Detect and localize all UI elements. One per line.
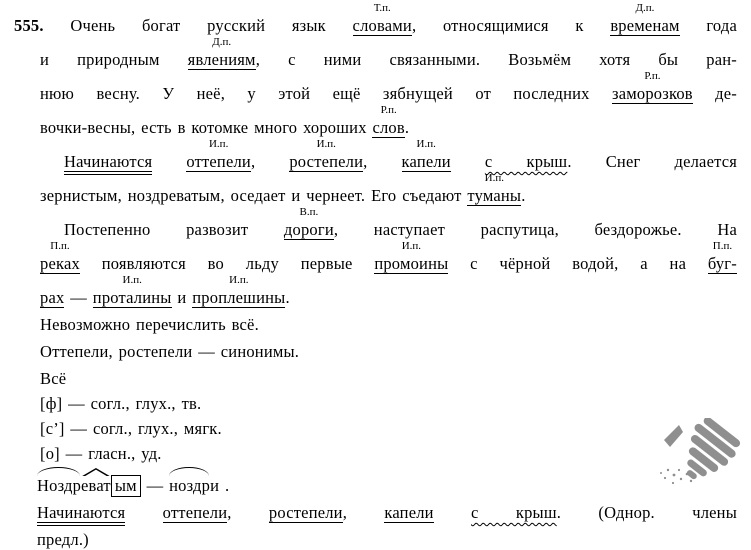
case-label: Т.п. <box>373 2 391 14</box>
text-run <box>125 503 162 522</box>
text-line <box>0 104 737 138</box>
double-underlined-word: Начинаются <box>64 152 152 175</box>
text-line <box>0 362 737 389</box>
text-run: . <box>219 476 230 495</box>
suffix-marked-word: еват <box>81 476 111 495</box>
text-run: — <box>140 476 170 495</box>
text-line <box>0 274 737 308</box>
case-label: Д.п. <box>212 36 232 48</box>
case-label: И.п. <box>208 138 229 150</box>
underlined-word: капели И.п. <box>401 138 451 171</box>
underlined-word: ростепели И.п. <box>289 138 364 171</box>
underlined-word: ростепели <box>268 503 343 522</box>
text-run <box>434 503 471 522</box>
text-run: с чёрной водой, а на <box>448 254 708 273</box>
text-run: , относящимися к <box>411 16 611 35</box>
underlined-word: проталины И.п. <box>92 274 172 307</box>
text-run: , <box>227 503 269 522</box>
text-line <box>0 206 737 240</box>
text-run: , <box>342 503 385 522</box>
ending-boxed-word: ым <box>111 475 141 497</box>
case-label: И.п. <box>416 138 436 150</box>
text-run: [с’] — согл., глух., мягк. <box>40 419 222 438</box>
underlined-word: временам Д.п. <box>610 2 680 35</box>
underlined-word: буг- П.п. <box>707 240 737 273</box>
root-marked-word: ноздр <box>169 476 211 495</box>
text-line <box>0 523 737 550</box>
text-run: зернистым, ноздреватым, оседает и чернеет. Его съедают <box>40 186 468 205</box>
underlined-word: промоины И.п. <box>374 240 449 273</box>
text-run: , с ними связанными. Возьмём хотя бы ран- <box>255 50 737 69</box>
exercise-number: 555. <box>14 16 44 35</box>
text-line <box>0 439 737 464</box>
wavy-underlined-phrase: с крыш <box>484 152 568 171</box>
text-run: — <box>64 288 93 307</box>
text-line <box>0 496 737 523</box>
text-line <box>0 2 737 36</box>
text-run: нюю весну. У неё, у этой ещё зябнущей от последних <box>40 84 613 103</box>
case-label: П.п. <box>712 240 733 252</box>
text-line <box>0 464 737 496</box>
text-run: года <box>679 16 737 35</box>
wavy-underlined-phrase: с крыш <box>471 503 557 522</box>
underlined-word: реках П.п. <box>40 240 80 273</box>
text-run: де- <box>692 84 737 103</box>
case-label: Р.п. <box>380 104 397 116</box>
text-run: появляются во льду первые <box>79 254 375 273</box>
underlined-word: оттепели И.п. <box>186 138 251 171</box>
text-line <box>0 308 737 335</box>
text-run <box>451 152 485 171</box>
ink-blot-artifact <box>652 418 750 510</box>
text-run: предл.) <box>37 530 89 549</box>
case-label: Р.п. <box>644 70 661 82</box>
underlined-word: дороги В.п. <box>283 206 334 239</box>
case-label: И.п. <box>229 274 249 286</box>
text-run: вочки-весны, есть в котомке много хороших <box>40 118 373 137</box>
underlined-word: заморозков Р.п. <box>612 70 693 103</box>
underlined-word: проплешины И.п. <box>192 274 286 307</box>
text-line <box>0 335 737 362</box>
text-run: . (Однор. члены <box>556 503 737 522</box>
text-run: . <box>404 118 410 137</box>
text-run: , <box>250 152 290 171</box>
text-line <box>0 389 737 414</box>
text-line <box>0 414 737 439</box>
text-run: и природным <box>40 50 188 69</box>
underlined-word: оттепели <box>162 503 228 522</box>
root-marked-word: Ноздр <box>37 476 82 495</box>
text-line <box>0 36 737 70</box>
case-label: И.п. <box>316 138 336 150</box>
case-label: В.п. <box>299 206 319 218</box>
underlined-word: капели <box>384 503 434 522</box>
text-line <box>0 138 737 172</box>
case-label: И.п. <box>401 240 422 252</box>
underlined-word: туманы И.п. <box>467 172 522 205</box>
text-run: Невозможно перечислить всё. <box>40 315 259 334</box>
text-run: и <box>171 288 193 307</box>
text-run: , наступает распутица, бездорожье. На <box>333 220 738 239</box>
underlined-word: рах <box>40 288 65 307</box>
text-run: Всё <box>40 369 67 388</box>
ink-blot-icon <box>652 418 750 510</box>
text-run: Очень богат русский язык <box>43 16 353 35</box>
text-run: . Снег делается <box>567 152 738 171</box>
underlined-word: словами Т.п. <box>352 2 412 35</box>
underlined-word: слов Р.п. <box>372 104 405 137</box>
case-label: И.п. <box>122 274 142 286</box>
text-run: . <box>285 288 290 307</box>
text-run: [о] — гласн., уд. <box>40 444 162 463</box>
underlined-word: явлениям Д.п. <box>187 36 256 69</box>
text-line <box>0 172 737 206</box>
text-run: , <box>363 152 402 171</box>
case-label: Д.п. <box>635 2 655 14</box>
text-run: Постепенно развозит <box>64 220 284 239</box>
text-run <box>152 152 186 171</box>
case-label: И.п. <box>484 172 504 184</box>
double-underlined-word: Начинаются <box>37 503 125 526</box>
case-label: П.п. <box>50 240 70 252</box>
text-line <box>0 240 737 274</box>
text-run: Оттепели, ростепели — синонимы. <box>40 342 300 361</box>
text-run: . <box>521 186 526 205</box>
text-run: и <box>210 476 220 495</box>
text-run: [ф] — согл., глух., тв. <box>40 394 202 413</box>
text-line <box>0 70 737 104</box>
